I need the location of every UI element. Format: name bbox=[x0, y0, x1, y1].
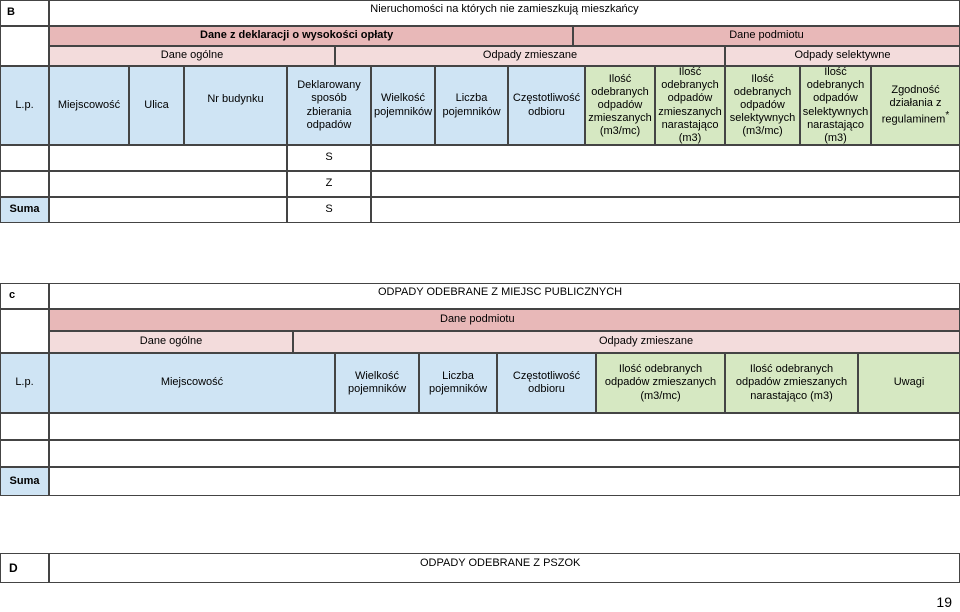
row-z-rest bbox=[371, 171, 960, 197]
row-s-cell bbox=[49, 145, 287, 171]
col-uwagi-c: Uwagi bbox=[858, 353, 960, 413]
col-wielkosc-c: Wielkość pojemników bbox=[335, 353, 419, 413]
col-mixed-cumulative-c: Ilość odebranych odpadów zmieszanych narastająco (m3) bbox=[725, 353, 858, 413]
row-z-cell bbox=[49, 171, 287, 197]
row-c1-rest bbox=[49, 413, 960, 440]
row-z-code: Z bbox=[287, 171, 371, 197]
col-czestotliwosc-c: Częstotliwość odbioru bbox=[497, 353, 596, 413]
sum-s-code: S bbox=[287, 197, 371, 223]
general-band-b: Dane ogólne bbox=[49, 46, 335, 66]
col-miejscowosc-c: Miejscowość bbox=[49, 353, 335, 413]
mixed-band-b: Odpady zmieszane bbox=[335, 46, 725, 66]
section-c-letter: c bbox=[0, 283, 49, 309]
section-d-title: ODPADY ODEBRANE Z PSZOK bbox=[49, 553, 960, 583]
entity-band-b: Dane podmiotu bbox=[573, 26, 960, 46]
declaration-band: Dane z deklaracji o wysokości opłaty bbox=[49, 26, 573, 46]
section-b-letter: B bbox=[0, 0, 49, 26]
col-mixed-cumulative-b: Ilość odebranych odpadów zmieszanych narastająco (m3) bbox=[655, 66, 725, 145]
col-liczba-c: Liczba pojemników bbox=[419, 353, 497, 413]
entity-band-c: Dane podmiotu bbox=[49, 309, 960, 331]
row-c2-lp bbox=[0, 440, 49, 467]
col-regulation-compliance-b bbox=[871, 66, 960, 145]
section-d-letter: D bbox=[0, 553, 49, 583]
col-lp-c: L.p. bbox=[0, 353, 49, 413]
section-c-title: ODPADY ODEBRANE Z MIEJSC PUBLICZNYCH bbox=[49, 283, 960, 309]
section-b-title: Nieruchomości na których nie zamieszkują mieszkańcy bbox=[49, 0, 960, 26]
col-sposob-b: Deklarowany sposób zbierania odpadów bbox=[287, 66, 371, 145]
col-nr-budynku-b: Nr budynku bbox=[184, 66, 287, 145]
selective-band-b: Odpady selektywne bbox=[725, 46, 960, 66]
general-band-c: Dane ogólne bbox=[49, 331, 293, 353]
row-c2-rest bbox=[49, 440, 960, 467]
col-miejscowosc-b: Miejscowość bbox=[49, 66, 129, 145]
row-s-rest bbox=[371, 145, 960, 171]
section-b-left-spacer bbox=[0, 26, 49, 66]
compliance-label: Zgodność działania z regulaminem bbox=[881, 83, 946, 126]
row-s-code: S bbox=[287, 145, 371, 171]
sum-b-blank bbox=[49, 197, 287, 223]
row-z-lp bbox=[0, 171, 49, 197]
col-selective-cumulative-b: Ilość odebranych odpadów selektywnych narastająco (m3) bbox=[800, 66, 871, 145]
mixed-band-c: Odpady zmieszane bbox=[293, 331, 960, 353]
col-wielkosc-b: Wielkość pojemników bbox=[371, 66, 435, 145]
row-c1-lp bbox=[0, 413, 49, 440]
page-number: 19 bbox=[936, 594, 952, 610]
col-czestotliwosc-b: Częstotliwość odbioru bbox=[508, 66, 585, 145]
sum-label-b: Suma bbox=[0, 197, 49, 223]
footnote-asterisk: * bbox=[945, 110, 950, 122]
row-s-lp bbox=[0, 145, 49, 171]
sum-c-rest bbox=[49, 467, 960, 496]
col-selective-monthly-b: Ilość odebranych odpadów selektywnych (m3/mc) bbox=[725, 66, 800, 145]
col-mixed-monthly-b: Ilość odebranych odpadów zmieszanych (m3/mc) bbox=[585, 66, 655, 145]
col-liczba-b: Liczba pojemników bbox=[435, 66, 508, 145]
col-ulica-b: Ulica bbox=[129, 66, 184, 145]
sum-label-c: Suma bbox=[0, 467, 49, 496]
col-lp-b: L.p. bbox=[0, 66, 49, 145]
section-c-left-spacer bbox=[0, 309, 49, 353]
col-mixed-monthly-c: Ilość odebranych odpadów zmieszanych (m3/mc) bbox=[596, 353, 725, 413]
sum-b-rest bbox=[371, 197, 960, 223]
